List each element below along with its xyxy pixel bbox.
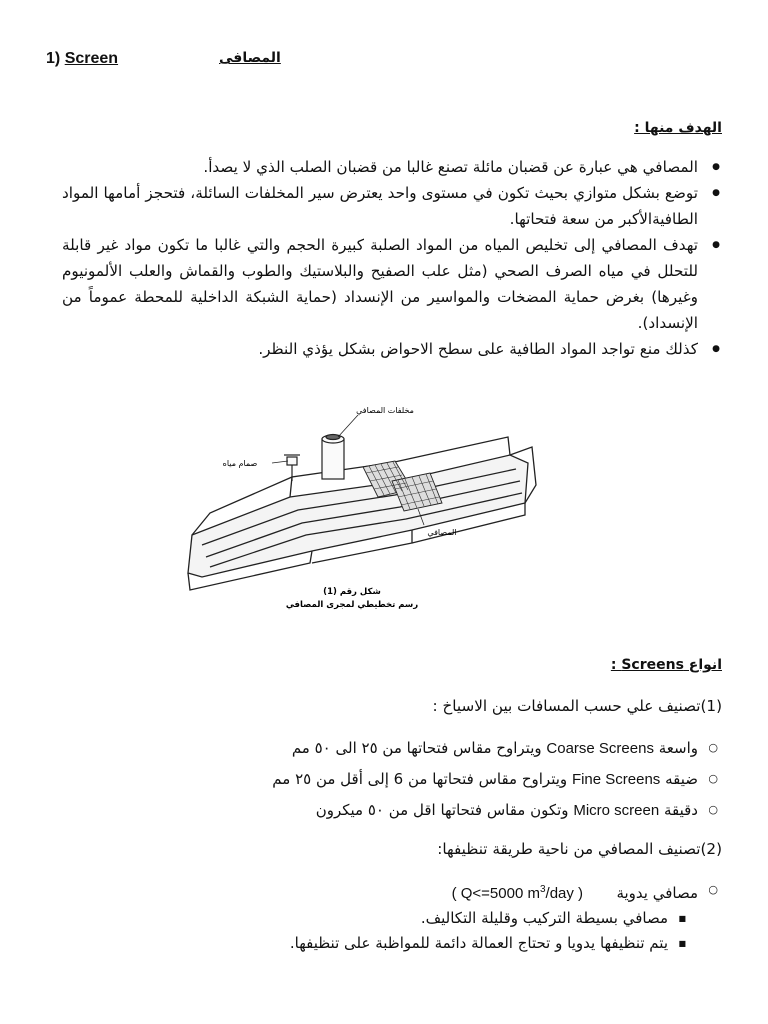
purpose-title: الهدف منها : <box>634 120 722 136</box>
list-item: ○ مصافي يدوية ( Q<=5000 $m^3$/day ) <box>452 875 722 909</box>
section-title-english: Screen <box>64 50 119 67</box>
classification-cleaning: (2)تصنيف المصافي من ناحية طريقة تنظيفها: <box>437 840 722 858</box>
figure-label-screen: المصافي <box>427 528 457 537</box>
list-item: ● كذلك منع تواجد المواد الطافية على سطح الاحواض بشكل يؤذي النظر. <box>62 336 722 362</box>
figure-caption-text: رسم تخطيطي لمجرى المصافي <box>285 600 419 610</box>
list-item: ○ دقيقة Micro screen وتكون مقاس فتحاتها اقل من ٥٠ ميكرون <box>272 795 722 826</box>
section-title-arabic: المصافى <box>219 50 281 66</box>
flow-condition: ( Q<=5000 $m^3$/day ) <box>451 884 584 902</box>
section-heading-english <box>46 50 118 68</box>
list-item: ● توضع بشكل متوازي بحيث تكون في مستوى واحد يعترض سير المخلفات السائلة، فتحجز أمامها المواد الطافيةالأكبر من سعة فتحاتها. <box>62 180 722 232</box>
spacing-types-list <box>272 733 722 826</box>
purpose-bullet-list <box>62 154 722 362</box>
list-item: ■ يتم تنظيفها يدويا و تحتاج العمالة دائمة للمواظبة على تنظيفها. <box>290 931 692 956</box>
list-item: ● تهدف المصافي إلى تخليص المياه من المواد الصلبة كبيرة الحجم والتي غالبا ما تكون مواد غير قابلة للتحلل في مياه الصرف الصحي (مثل علب الصفيح والبلاستيك والطوب والقماش والعلب الألمونيوم وغيرها) بغرض حماية المضخات والمواسير من الإنسداد (حماية الشبكة الداخلية للمحطة عموماً من الإنسداد). <box>62 232 722 336</box>
list-item: ○ ضيقه Fine Screens ويتراوح مقاس فتحاتها من 6 إلى أقل من ٢٥ مم <box>272 764 722 795</box>
list-item: ■ مصافي بسيطة التركيب وقليلة التكاليف. <box>290 906 692 931</box>
types-title: انواع Screens : <box>610 657 722 673</box>
list-item: ● المصافي هي عبارة عن قضبان مائلة تصنع غالبا من قضبان الصلب الذي لا يصدأ. <box>62 154 722 180</box>
cleaning-types-list <box>452 875 722 909</box>
figure-caption-number: شكل رقم (1) <box>323 587 381 597</box>
screen-channel-figure <box>180 385 540 617</box>
figure-label-valve: صمام مياه <box>222 459 258 468</box>
section-number: 1) <box>46 50 61 67</box>
list-item: ○ واسعة Coarse Screens ويتراوح مقاس فتحاتها من ٢٥ الى ٥٠ مم <box>272 733 722 764</box>
manual-screen-points <box>290 906 692 956</box>
screen-channel-drawing <box>180 385 540 617</box>
classification-spacing: (1)تصنيف علي حسب المسافات بين الاسياخ : <box>432 697 722 715</box>
figure-label-waste: مخلفات المصافي <box>356 406 414 415</box>
